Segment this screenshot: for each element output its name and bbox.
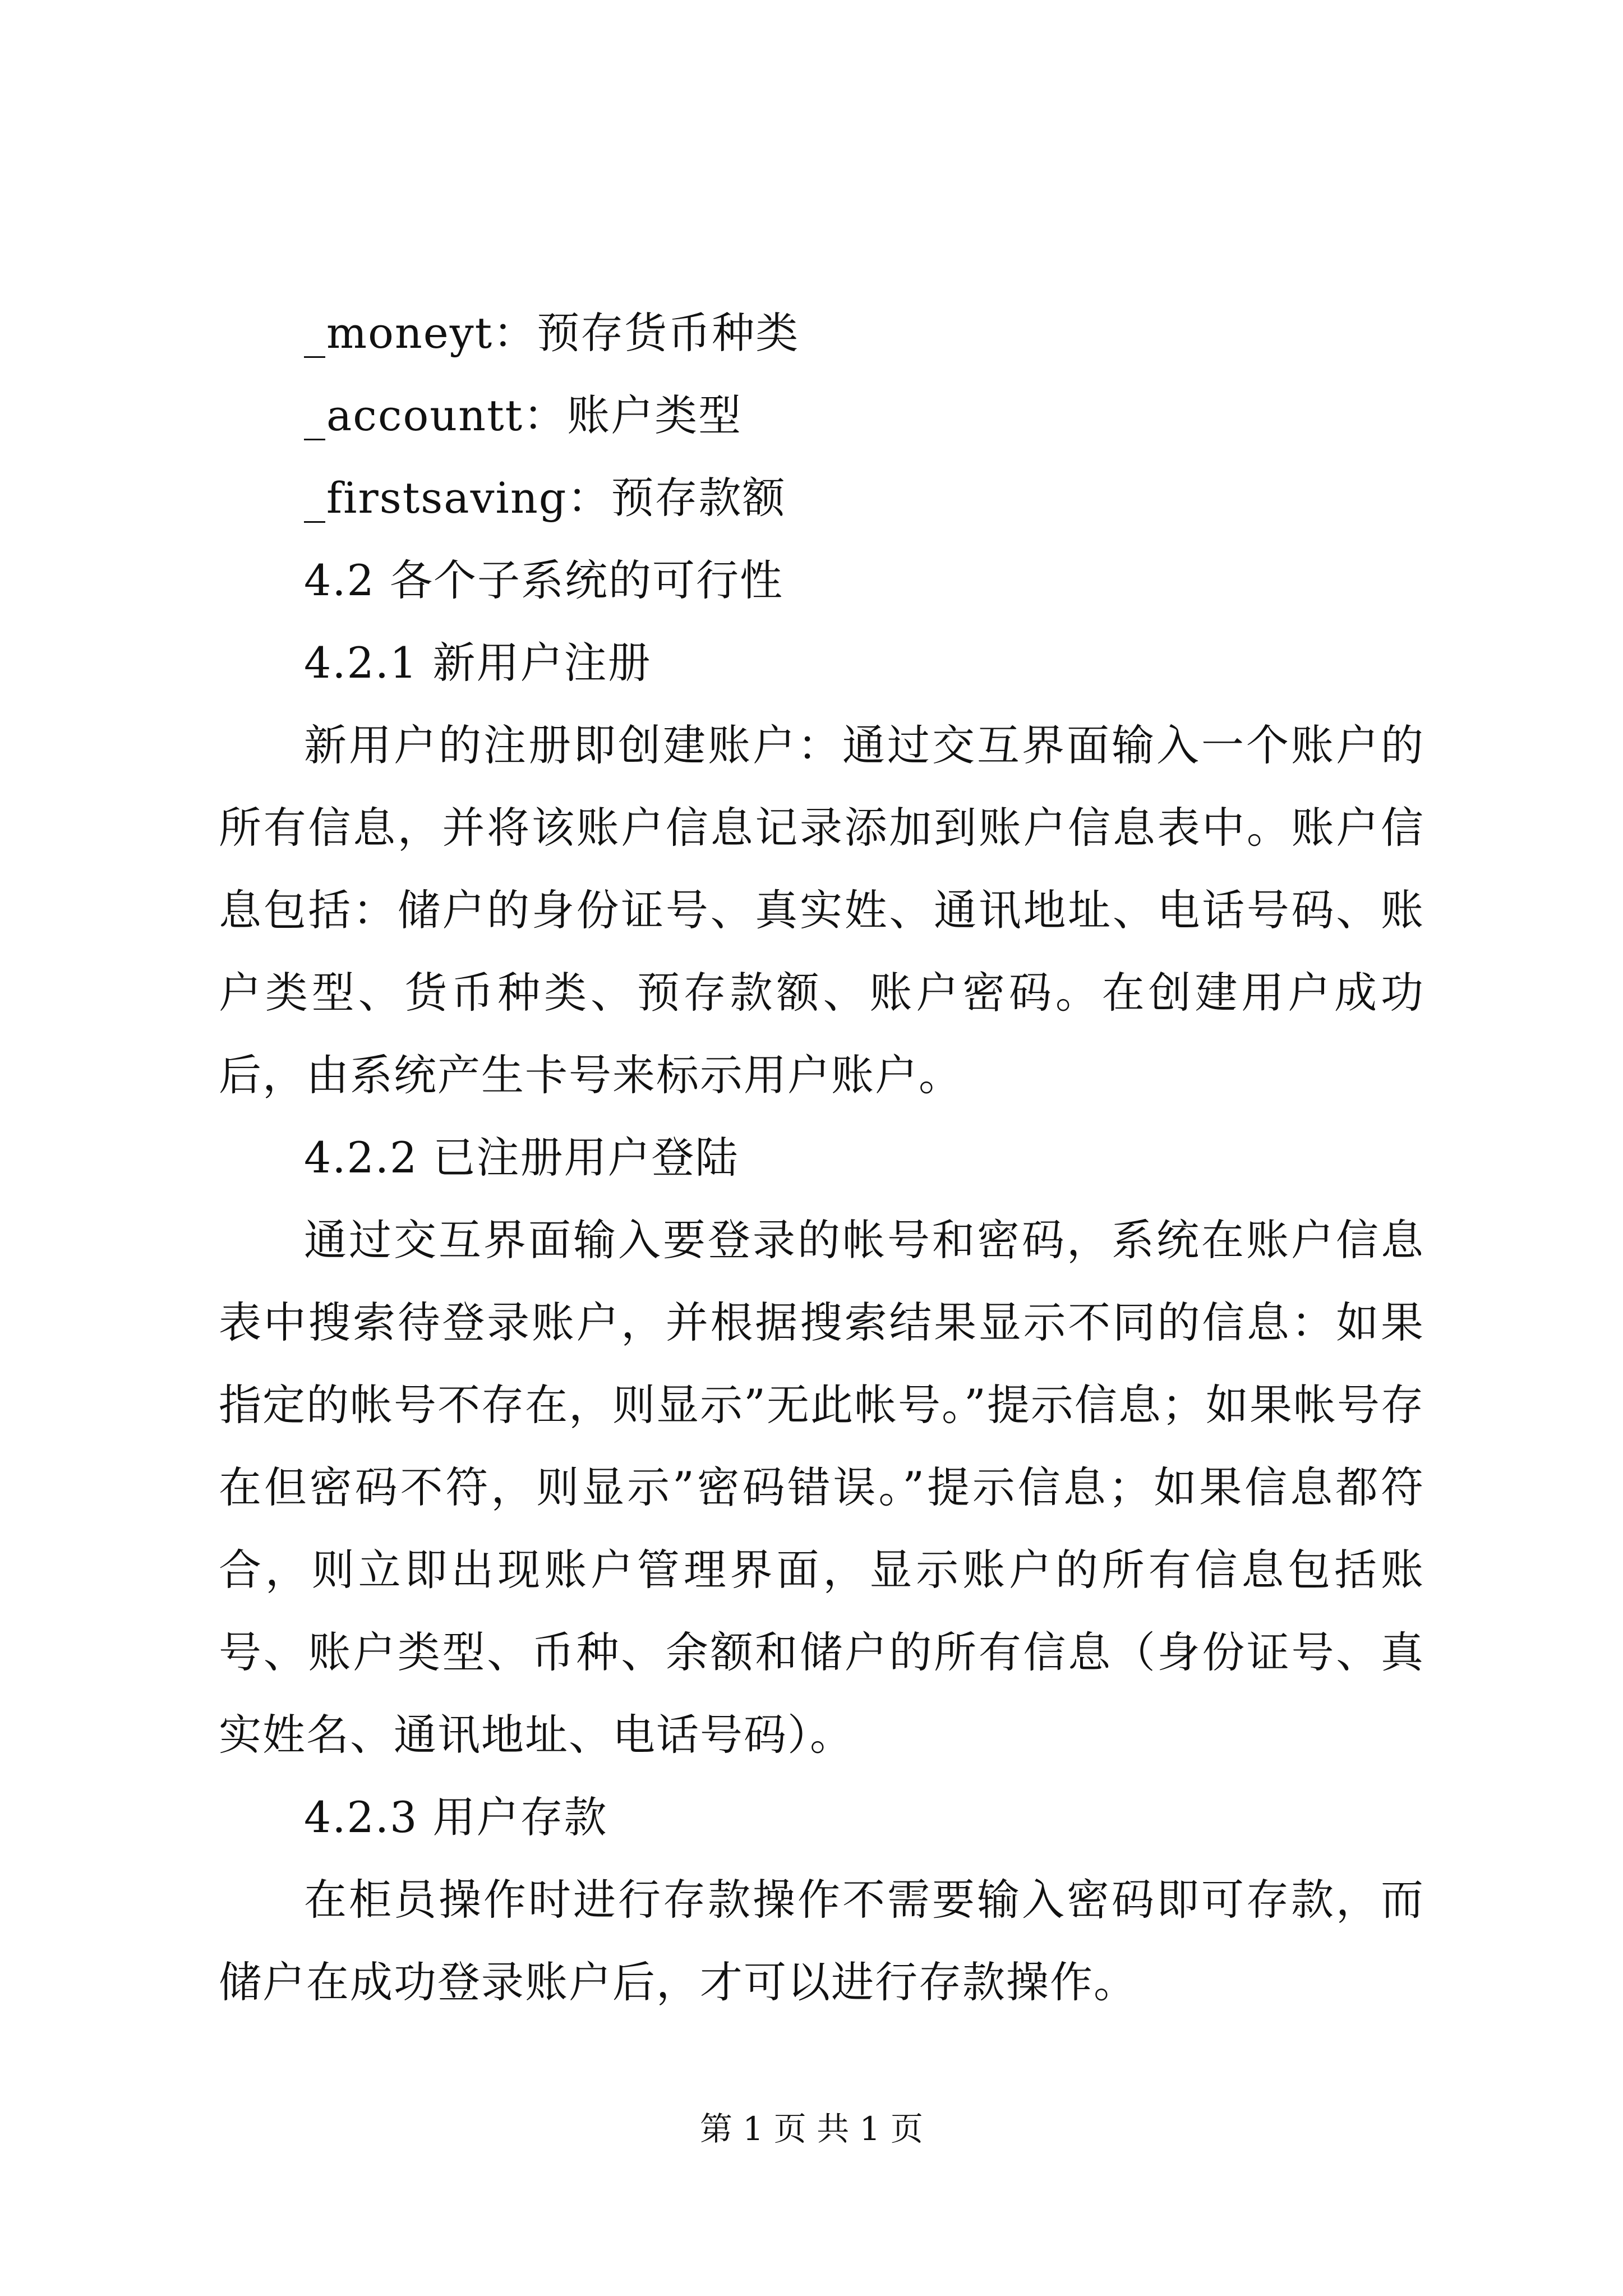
field-line-moneyt: _moneyt：预存货币种类 [304,308,800,358]
field-line-firstsaving: _firstsaving：预存款额 [304,473,786,523]
section-heading-4-2-2: 4.2.2 已注册用户登陆 [304,1133,739,1182]
document-body [219,292,1424,2023]
section-heading-4-2-1: 4.2.1 新用户注册 [304,638,652,688]
page-number-footer: 第 1 页 共 1 页 [700,2110,923,2148]
section-heading-4-2-3: 4.2.3 用户存款 [304,1792,608,1842]
paragraph-registered-user-login: 通过交互界面输入要登录的帐号和密码，系统在账户信息表中搜索待登录账户，并根据搜索结果显示不同的信息：如果指定的帐号不存在，则显示”无此帐号。”提示信息；如果帐号存在但密码不符，则显示”密码错误。”提示信息；如果信息都符合，则立即出现账户管理界面，显示账户的所有信息包括账号、账户类型、币种、余额和储户的所有信息（身份证号、真实姓名、通讯地址、电话号码）。 [219,1215,1424,1760]
field-line-accountt: _accountt：账户类型 [304,390,743,440]
paragraph-user-deposit: 在柜员操作时进行存款操作不需要输入密码即可存款，而储户在成功登录账户后，才可以进行存款操作。 [219,1875,1424,2007]
section-heading-4-2: 4.2 各个子系统的可行性 [304,555,784,605]
paragraph-new-user-registration: 新用户的注册即创建账户：通过交互界面输入一个账户的所有信息，并将该账户信息记录添加到账户信息表中。账户信息包括：储户的身份证号、真实姓、通讯地址、电话号码、账户类型、货币种类、预存款额、账户密码。在创建用户成功后，由系统产生卡号来标示用户账户。 [219,720,1424,1100]
